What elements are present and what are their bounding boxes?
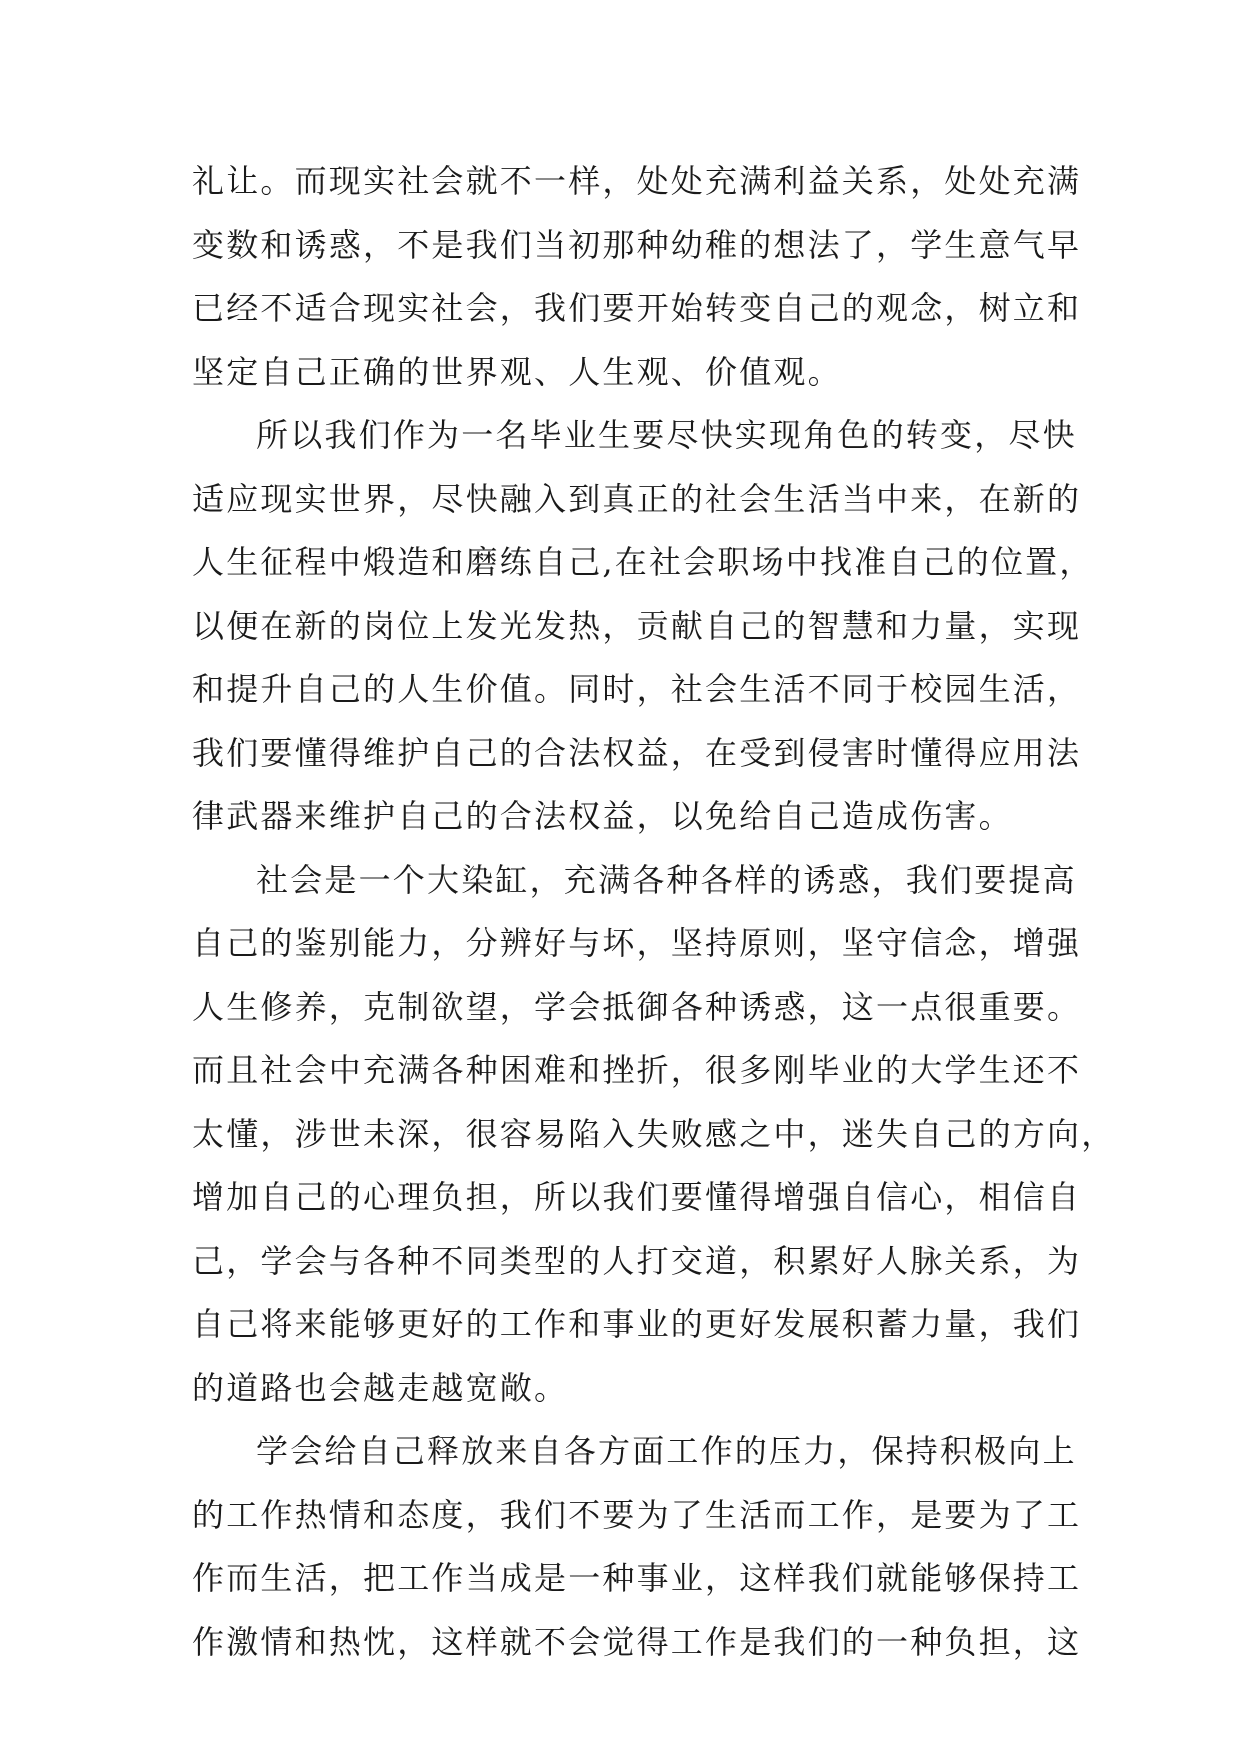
- text-line: 以便在新的岗位上发光发热，贡献自己的智慧和力量，实现: [192, 606, 1082, 645]
- text-line: 人生修养，克制欲望，学会抵御各种诱惑，这一点很重要。: [192, 987, 1082, 1026]
- text-line: 律武器来维护自己的合法权益，以免给自己造成伤害。: [192, 797, 1013, 835]
- paragraph-4: [192, 1420, 1082, 1674]
- text-line: 人生征程中煅造和磨练自己,在社会职场中找准自己的位置，: [192, 543, 1094, 581]
- paragraph-1: [192, 150, 1082, 404]
- text-line: 作而生活，把工作当成是一种事业，这样我们就能够保持工: [192, 1559, 1082, 1597]
- paragraph-2: [192, 404, 1094, 849]
- paragraph-3: [192, 849, 1116, 1421]
- text-line: 学会给自己释放来自各方面工作的压力，保持积极向上: [256, 1432, 1077, 1470]
- text-line: 社会是一个大染缸，充满各种各样的诱惑，我们要提高: [256, 860, 1077, 899]
- text-line: 适应现实世界，尽快融入到真正的社会生活当中来，在新的: [192, 479, 1082, 518]
- text-line: 而且社会中充满各种困难和挫折，很多刚毕业的大学生还不: [192, 1051, 1082, 1089]
- text-line: 坚定自己正确的世界观、人生观、价值观。: [192, 352, 842, 391]
- text-line: 变数和诱惑，不是我们当初那种幼稚的想法了，学生意气早: [192, 225, 1082, 264]
- text-line: 和提升自己的人生价值。同时，社会生活不同于校园生活，: [192, 670, 1082, 708]
- text-line: 增加自己的心理负担，所以我们要懂得增强自信心，相信自: [192, 1178, 1082, 1216]
- text-line: 作激情和热忱，这样就不会觉得工作是我们的一种负担，这: [192, 1622, 1082, 1661]
- text-line: 自己将来能够更好的工作和事业的更好发展积蓄力量，我们: [192, 1305, 1082, 1343]
- text-line: 的道路也会越走越宽敞。: [192, 1368, 569, 1407]
- text-line: 己，学会与各种不同类型的人打交道，积累好人脉关系，为: [192, 1241, 1082, 1280]
- text-line: 已经不适合现实社会，我们要开始转变自己的观念，树立和: [192, 289, 1082, 327]
- document-body: [192, 150, 1116, 1674]
- text-line: 太懂，涉世未深，很容易陷入失败感之中，迷失自己的方向，: [192, 1114, 1116, 1153]
- text-line: 自己的鉴别能力，分辨好与坏，坚持原则，坚守信念，增强: [192, 924, 1082, 962]
- text-line: 我们要懂得维护自己的合法权益，在受到侵害时懂得应用法: [192, 733, 1082, 772]
- text-line: 所以我们作为一名毕业生要尽快实现角色的转变，尽快: [256, 416, 1077, 454]
- text-line: 礼让。而现实社会就不一样，处处充满利益关系，处处充满: [192, 162, 1082, 200]
- text-line: 的工作热情和态度，我们不要为了生活而工作，是要为了工: [192, 1495, 1082, 1534]
